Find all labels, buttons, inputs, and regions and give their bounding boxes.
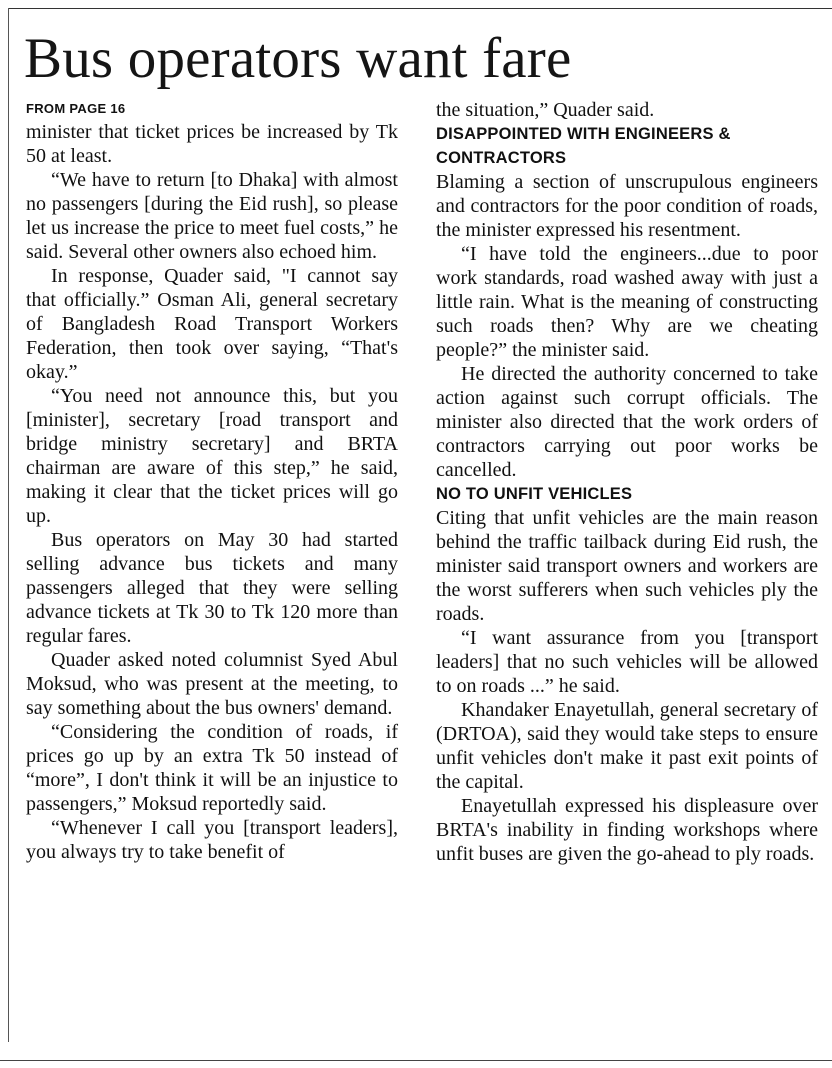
subhead-unfit-vehicles: NO TO UNFIT VEHICLES <box>436 485 633 503</box>
bottom-rule <box>0 1060 832 1061</box>
paragraph: Blaming a section of unscrupulous engineers and contractors for the poor condition of roads, the minister expressed his resentment. <box>436 171 818 241</box>
left-column-rule <box>8 8 9 1042</box>
clipped-top-strip <box>8 0 832 8</box>
top-rule <box>8 8 832 9</box>
jump-line: FROM PAGE 16 <box>26 101 126 116</box>
paragraph-continuation: the situation,” Quader said. <box>436 99 655 121</box>
paragraph: “We have to return [to Dhaka] with almost no passengers [during the Eid rush], so please let us increase the price to meet fuel costs,” he said. Several other owners also echoed him. <box>26 169 398 263</box>
paragraph: minister that ticket prices be increased by Tk 50 at least. <box>26 121 398 167</box>
left-column <box>26 98 398 864</box>
paragraph: He directed the authority concerned to take action against such corrupt officials. The minister also directed that the work orders of contractors carrying out poor works be cancelled. <box>436 363 818 481</box>
paragraph: “You need not announce this, but you [minister], secretary [road transport and bridge ministry secretary] and BRTA chairman are aware of this step,” he said, making it clear that the ticket prices will go up. <box>26 385 398 527</box>
right-column <box>436 98 818 866</box>
subhead-engineers-contractors: DISAPPOINTED WITH ENGINEERS & CONTRACTORS <box>436 125 731 167</box>
paragraph: Enayetullah expressed his displeasure over BRTA's inability in finding workshops where unfit buses are given the go-ahead to ply roads. <box>436 795 818 865</box>
paragraph: Citing that unfit vehicles are the main reason behind the traffic tailback during Eid rush, the minister said transport owners and workers are the worst sufferers when such vehicles ply the roads. <box>436 507 818 625</box>
paragraph: Bus operators on May 30 had started selling advance bus tickets and many passengers alleged that they were selling advance tickets at Tk 30 to Tk 120 more than regular fares. <box>26 529 398 647</box>
paragraph: “I want assurance from you [transport leaders] that no such vehicles will be allowed to on roads ...” he said. <box>436 627 818 697</box>
paragraph: “I have told the engineers...due to poor work standards, road washed away with just a little rain. What is the meaning of constructing such roads then? Why are we cheating people?” the minister said. <box>436 243 818 361</box>
paragraph: “Whenever I call you [transport leaders], you always try to take benefit of <box>26 817 398 863</box>
paragraph: Quader asked noted columnist Syed Abul Moksud, who was present at the meeting, to say something about the bus owners' demand. <box>26 649 398 719</box>
headline: Bus operators want fare <box>24 27 572 90</box>
paragraph: “Considering the condition of roads, if prices go up by an extra Tk 50 instead of “more”, I don't think it will be an injustice to passengers,” Moksud reportedly said. <box>26 721 398 815</box>
paragraph: Khandaker Enayetullah, general secretary of (DRTOA), said they would take steps to ensure unfit vehicles don't make it past exit points of the capital. <box>436 699 818 793</box>
paragraph: In response, Quader said, "I cannot say that officially.” Osman Ali, general secretary of Bangladesh Road Transport Workers Federation, then took over saying, “That's okay.” <box>26 265 398 383</box>
